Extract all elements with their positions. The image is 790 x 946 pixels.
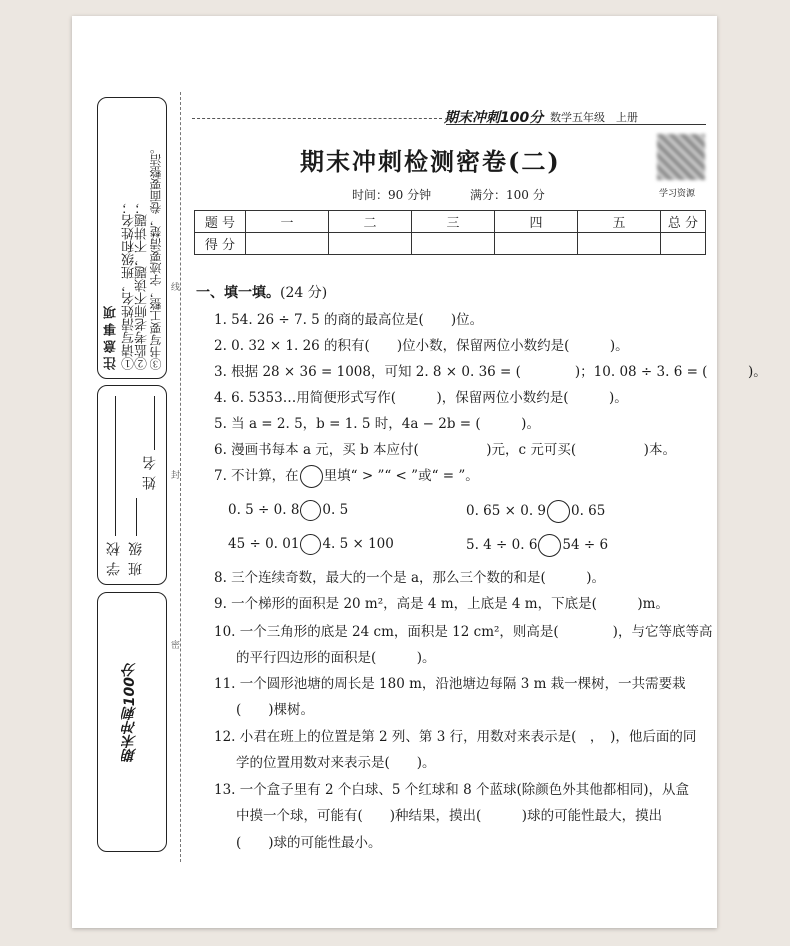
score-table-cell: 四 (495, 211, 578, 233)
section-1-heading (196, 282, 327, 302)
score-table-cell: 五 (578, 211, 661, 233)
question-12-line-1: 12. 小君在班上的位置是第 2 列、第 3 行，用数对来表示是( ， )，他后面的同 (214, 729, 697, 745)
compare-item-3 (228, 534, 394, 555)
score-input-2[interactable] (329, 233, 412, 255)
notice-title: 注意事项 (104, 302, 119, 370)
question-10-line-1: 10. 一个三角形的底是 24 cm，面积是 12 cm²，则高是( )，与它等底等高 (214, 624, 713, 640)
question-8: 8. 三个连续奇数，最大的一个是 a，那么三个数的和是( )。 (214, 570, 606, 586)
question-13-line-1: 13. 一个盒子里有 2 个白球、5 个红球和 8 个蓝球(除颜色外其他都相同)，从盒 (214, 782, 690, 798)
compare-right: 0. 65 (571, 503, 606, 519)
notice-box (97, 97, 167, 379)
question-12-line-2: 学的位置用数对来表示是( )。 (236, 755, 436, 771)
question-7 (214, 464, 479, 488)
answer-circle[interactable] (300, 534, 321, 555)
answer-circle[interactable] (547, 500, 570, 523)
header-brand: 期末冲刺100分 (444, 110, 544, 126)
exam-full-score: 满分：100 分 (470, 188, 545, 202)
score-table-cell: 二 (329, 211, 412, 233)
header-dashed-rule (192, 118, 442, 119)
qr-label: 学习资源 (659, 189, 696, 199)
question-7-pre: 7. 不计算，在 (214, 468, 299, 484)
class-line (136, 498, 137, 536)
compare-left: 0. 65 × 0. 9 (466, 503, 547, 519)
question-11-line-1: 11. 一个圆形池塘的周长是 180 m，沿池塘边每隔 3 m 栽一棵树，一共需要栽 (214, 676, 686, 692)
score-table-cell: 总 分 (661, 211, 706, 233)
answer-circle[interactable] (538, 534, 561, 557)
header-rule (446, 124, 706, 125)
answer-circle[interactable] (300, 500, 321, 521)
notice-line-1: ①请写清姓名，班级和姓名； (122, 201, 137, 370)
score-input-3[interactable] (412, 233, 495, 255)
score-input-5[interactable] (578, 233, 661, 255)
header-grade: 数学五年级 上册 (550, 111, 638, 124)
compare-item-4 (466, 534, 608, 557)
brand-vertical: 期末冲刺100分 (122, 663, 138, 763)
score-table-cell: 得 分 (195, 233, 246, 255)
compare-right: 4. 5 × 100 (322, 536, 394, 552)
score-input-total[interactable] (661, 233, 706, 255)
compare-right: 0. 5 (322, 502, 349, 518)
class-label: 班级 (128, 536, 144, 576)
question-4: 4. 6. 5353…用简便形式写作( )，保留两位小数约是( )。 (214, 390, 628, 406)
page-title: 期末冲刺检测密卷(二) (300, 147, 561, 176)
compare-right: 54 ÷ 6 (562, 537, 609, 553)
question-2: 2. 0. 32 × 1. 26 的积有( )位小数，保留两位小数约是( )。 (214, 338, 629, 354)
question-6: 6. 漫画书每本 a 元，买 b 本应付( )元，c 元可买( )本。 (214, 442, 676, 458)
compare-item-1 (228, 500, 348, 521)
seal-mark-1: 线 (169, 282, 179, 291)
compare-left: 5. 4 ÷ 0. 6 (466, 537, 538, 553)
compare-item-2 (466, 500, 605, 523)
question-7-post: 里填“ > ”“ < ”或“ = ”。 (323, 468, 479, 484)
name-label: 姓名 (142, 450, 158, 490)
section-1-title: 一、填一填。 (196, 285, 280, 301)
question-10-line-2: 的平行四边形的面积是( )。 (236, 650, 436, 666)
compare-left: 45 ÷ 0. 01 (228, 536, 300, 552)
section-1-points: (24 分) (280, 285, 328, 301)
name-line (154, 396, 155, 450)
score-table-score-row (195, 233, 706, 255)
question-13-line-3: ( )球的可能性最小。 (236, 835, 382, 851)
student-info-box (97, 385, 167, 585)
score-input-4[interactable] (495, 233, 578, 255)
compare-circle-icon (300, 465, 323, 488)
school-line (115, 396, 116, 536)
seal-mark-2: 封 (169, 470, 179, 479)
score-table-header-row (195, 211, 706, 233)
score-table-cell: 一 (246, 211, 329, 233)
notice-line-3: ③书写要工整，字迹要清楚，卷面要整洁。 (149, 142, 163, 370)
school-label: 学校 (106, 536, 122, 576)
question-11-line-2: ( )棵树。 (236, 702, 315, 718)
score-input-1[interactable] (246, 233, 329, 255)
question-13-line-2: 中摸一个球，可能有( )种结果，摸出( )球的可能性最大，摸出 (236, 808, 663, 824)
score-table-cell: 三 (412, 211, 495, 233)
exam-time: 时间：90 分钟 (352, 188, 432, 202)
seal-mark-3: 密 (169, 640, 179, 649)
notice-line-2: ②监考老师不读题，不讲题； (135, 201, 150, 370)
score-table (194, 210, 706, 255)
score-table-cell: 题 号 (195, 211, 246, 233)
question-3: 3. 根据 28 × 36 = 1008，可知 2. 8 × 0. 36 = ( )；10. 08 ÷ 3. 6 = ( )。 (214, 364, 767, 380)
qr-code-icon[interactable] (657, 134, 705, 180)
brand-box (97, 592, 167, 852)
question-9: 9. 一个梯形的面积是 20 m²，高是 4 m，上底是 4 m，下底是( )m。 (214, 596, 669, 612)
question-1: 1. 54. 26 ÷ 7. 5 的商的最高位是( )位。 (214, 312, 484, 328)
compare-left: 0. 5 ÷ 0. 8 (228, 502, 300, 518)
question-5: 5. 当 a = 2. 5，b = 1. 5 时，4a − 2b = ( )。 (214, 416, 540, 432)
